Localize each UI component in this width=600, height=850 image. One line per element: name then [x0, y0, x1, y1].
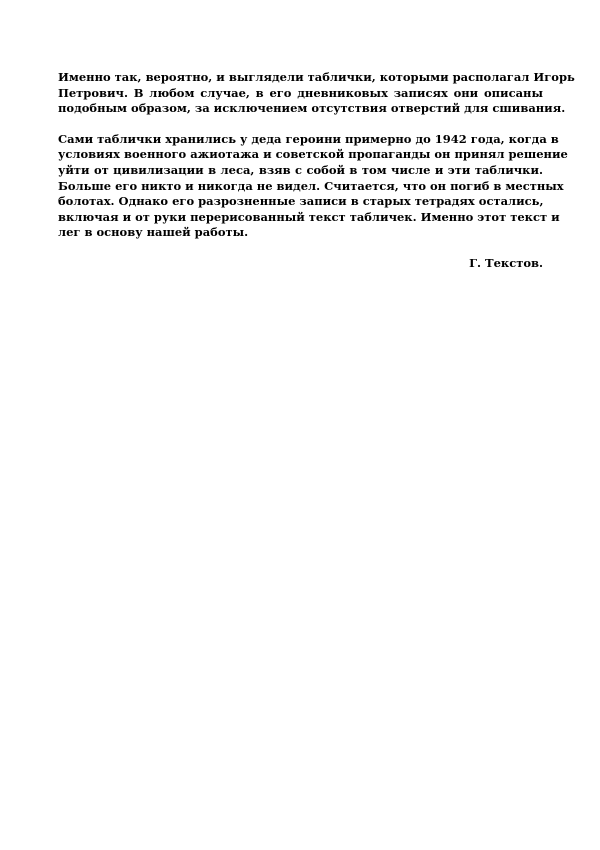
text-line: Больше его никто и никогда не видел. Считается, что он погиб в местных — [58, 178, 564, 193]
paragraph-1 — [58, 70, 575, 117]
text-line: Именно так, вероятно, и выглядели таблички, которыми располагал Игорь — [58, 70, 575, 84]
text-line: подобным образом, за исключением отсутствия отверстий для сшивания. — [58, 101, 566, 116]
text-line: условиях военного ажиотажа и советской пропаганды он принял решение — [58, 147, 568, 162]
text-line: включая и от руки перерисованный текст табличек. Именно этот текст и — [58, 209, 560, 224]
author-signature: Г. Текстов. — [469, 255, 543, 270]
paragraph-2 — [58, 131, 568, 241]
text-body — [58, 70, 575, 272]
text-line: Сами таблички хранились у деда героини примерно до 1942 года, когда в — [58, 131, 559, 146]
text-line: Петрович. В любом случае, в его дневниковых записях они описаны — [58, 85, 543, 100]
text-line: уйти от цивилизации в леса, взяв с собой в том числе и эти таблички. — [58, 162, 543, 177]
text-line: болотах. Однако его разрозненные записи в старых тетрадях остались, — [58, 194, 544, 209]
text-line: лег в основу нашей работы. — [58, 225, 249, 240]
